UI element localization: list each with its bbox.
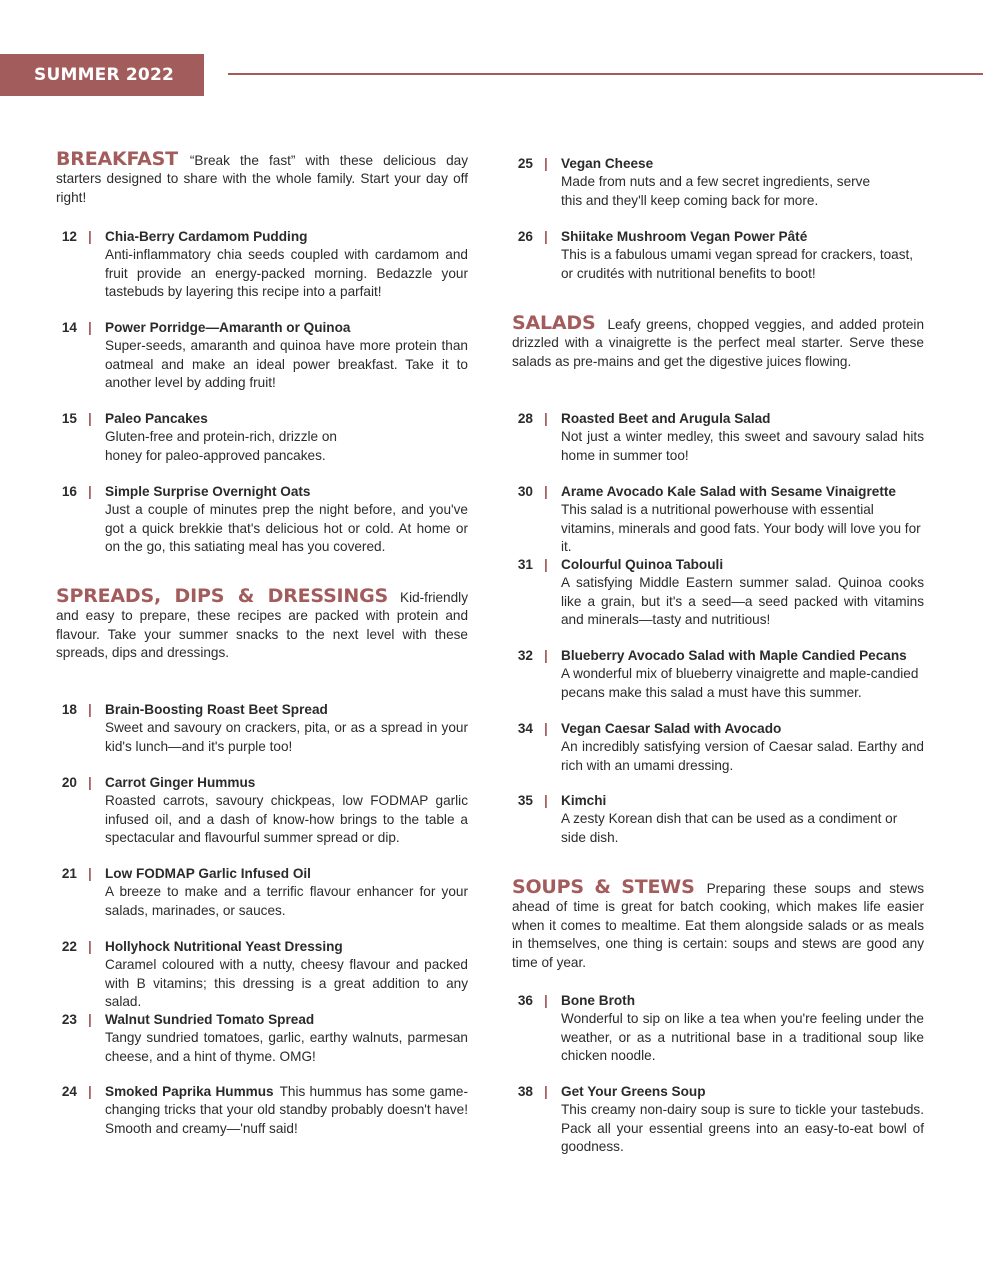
list-item: 38 | Get Your Greens Soup This creamy non-dairy soup is sure to tickle your tastebuds. Pack all your essential greens into an easy-to-eat bowl of goodness. (512, 1083, 924, 1157)
page-number: 22 (61, 939, 77, 954)
spreads-section (56, 587, 468, 663)
breakfast-title: BREAKFAST (56, 148, 178, 170)
recipe-title: Arame Avocado Kale Salad with Sesame Vinaigrette (561, 484, 896, 499)
soups-section (512, 878, 924, 972)
page-number: 34 (517, 721, 533, 736)
recipe-title: Kimchi (561, 793, 607, 808)
page-number: 18 (61, 702, 77, 717)
recipe-description: This hummus has some game-changing tricks that your old standby probably doesn't have! Smooth and creamy—'nuff said! (105, 1084, 468, 1136)
list-item: 23 | Walnut Sundried Tomato Spread Tangy sundried tomatoes, garlic, earthy walnuts, parmesan cheese, and a hint of thyme. OMG! (56, 1011, 468, 1066)
soups-title: SOUPS & STEWS (512, 876, 695, 898)
spreads-intro: SPREADS, DIPS & DRESSINGS Kid-friendly and easy to prepare, these recipes are packed with protein and flavour. Take your summer snacks to the next level with these spreads, dips and dressings. (56, 585, 468, 661)
page-number: 21 (61, 866, 77, 881)
list-item: 20 | Carrot Ginger Hummus Roasted carrots, savoury chickpeas, low FODMAP garlic infused oil, and a dash of know-how brings to the table a spectacular and flavourful summer spread or dip. (56, 774, 468, 848)
salads-intro: SALADS Leafy greens, chopped veggies, and added protein drizzled with a vinaigrette is the perfect meal starter. Serve these salads as pre-mains and get the digestive juices flowing. (512, 312, 924, 369)
list-item: 32 | Blueberry Avocado Salad with Maple Candied Pecans A wonderful mix of blueberry vinaigrette and maple-candied pecans make this salad a must have this summer. (512, 647, 924, 702)
recipe-title: Low FODMAP Garlic Infused Oil (105, 866, 311, 881)
recipe-title: Paleo Pancakes (105, 411, 208, 426)
list-item: 35 | Kimchi A zesty Korean dish that can be used as a condiment or side dish. (512, 792, 924, 847)
recipe-description: Just a couple of minutes prep the night before, and you've got a quick brekkie that's delicious hot or cold. At home or on the go, this satiating meal has you covered. (105, 502, 468, 555)
recipe-title: Simple Surprise Overnight Oats (105, 484, 311, 499)
page-number: 35 (517, 793, 533, 808)
list-item: 15 | Paleo Pancakes Gluten-free and protein-rich, drizzle on honey for paleo-approved pancakes. (56, 410, 468, 465)
recipe-title: Chia-Berry Cardamom Pudding (105, 229, 308, 244)
recipe-description: Super-seeds, amaranth and quinoa have more protein than oatmeal and make an ideal power breakfast. Take it to another level by adding fruit! (105, 338, 468, 391)
page-number: 25 (517, 156, 533, 171)
header-label: SUMMER 2022 (34, 65, 175, 85)
recipe-title: Power Porridge—Amaranth or Quinoa (105, 320, 351, 335)
list-item: 24 | Smoked Paprika Hummus This hummus has some game-changing tricks that your old standby probably doesn't have! Smooth and creamy—'nuff said! (56, 1083, 468, 1138)
page-number: 12 (61, 229, 77, 244)
page-number: 24 (61, 1084, 77, 1099)
recipe-title: Shiitake Mushroom Vegan Power Pâté (561, 229, 808, 244)
page-number: 32 (517, 648, 533, 663)
recipe-description: A zesty Korean dish that can be used as a condiment or side dish. (561, 811, 898, 845)
list-item: 36 | Bone Broth Wonderful to sip on like a tea when you're feeling under the weather, or as a nutritional base in a traditional soup like chicken noodle. (512, 992, 924, 1066)
recipe-description: Wonderful to sip on like a tea when you're feeling under the weather, or as a nutritional base in a traditional soup like chicken noodle. (561, 1011, 924, 1064)
recipe-description: Caramel coloured with a nutty, cheesy flavour and packed with B vitamins; this dressing is a great addition to any salad. (105, 957, 468, 1010)
recipe-title: Brain-Boosting Roast Beet Spread (105, 702, 328, 717)
recipe-description: Sweet and savoury on crackers, pita, or as a spread in your kid's lunch—and it's purple too! (105, 720, 468, 754)
recipe-title: Roasted Beet and Arugula Salad (561, 411, 771, 426)
page-number: 14 (61, 320, 77, 335)
list-item: 30 | Arame Avocado Kale Salad with Sesame Vinaigrette This salad is a nutritional powerhouse with essential vitamins, minerals and good fats. Your body will love you for it. (512, 483, 924, 557)
list-item: 18 | Brain-Boosting Roast Beet Spread Sweet and savoury on crackers, pita, or as a spread in your kid's lunch—and it's purple too! (56, 701, 468, 756)
recipe-description: A wonderful mix of blueberry vinaigrette and maple-candied pecans make this salad a must have this summer. (561, 666, 919, 700)
breakfast-intro: BREAKFAST “Break the fast” with these delicious day starters designed to share with the whole family. Start your day off right! (56, 148, 468, 205)
page-number: 30 (517, 484, 533, 499)
page-number: 26 (517, 229, 533, 244)
list-item: 34 | Vegan Caesar Salad with Avocado An incredibly satisfying version of Caesar salad. Earthy and rich with an umami dressing. (512, 720, 924, 775)
page-number: 15 (61, 411, 77, 426)
list-item: 12 | Chia-Berry Cardamom Pudding Anti-inflammatory chia seeds coupled with cardamom and fruit provide an energy-packed morning. Bedazzle your tastebuds by layering this recipe into a parfait! (56, 228, 468, 302)
recipe-title: Bone Broth (561, 993, 636, 1008)
spreads-title: SPREADS, DIPS & DRESSINGS (56, 585, 388, 607)
page-number: 31 (517, 557, 533, 572)
recipe-description: An incredibly satisfying version of Caesar salad. Earthy and rich with an umami dressing. (561, 739, 924, 773)
page-number: 28 (517, 411, 533, 426)
recipe-title: Smoked Paprika Hummus (105, 1084, 274, 1099)
breakfast-section (56, 150, 468, 207)
recipe-description: Roasted carrots, savoury chickpeas, low FODMAP garlic infused oil, and a dash of know-how brings to the table a spectacular and flavourful summer spread or dip. (105, 793, 468, 846)
list-item: 22 | Hollyhock Nutritional Yeast Dressing Caramel coloured with a nutty, cheesy flavour and packed with B vitamins; this dressing is a great addition to any salad. (56, 938, 468, 1012)
recipe-title: Carrot Ginger Hummus (105, 775, 256, 790)
page-number: 16 (61, 484, 77, 499)
page-number: 20 (61, 775, 77, 790)
recipe-title: Blueberry Avocado Salad with Maple Candied Pecans (561, 648, 907, 663)
page-number: 36 (517, 993, 533, 1008)
recipe-description: A breeze to make and a terrific flavour enhancer for your salads, marinades, or sauces. (105, 884, 468, 918)
page-number: 23 (61, 1012, 77, 1027)
list-item: 28 | Roasted Beet and Arugula Salad Not just a winter medley, this sweet and savoury salad hits home in summer too! (512, 410, 924, 465)
list-item: 21 | Low FODMAP Garlic Infused Oil A breeze to make and a terrific flavour enhancer for your salads, marinades, or sauces. (56, 865, 468, 920)
recipe-description: This creamy non-dairy soup is sure to tickle your tastebuds. Pack all your essential greens into an easy-to-eat bowl of goodness. (561, 1102, 924, 1155)
recipe-description: A satisfying Middle Eastern summer salad. Quinoa cooks like a grain, but it's a seed—a seed packed with vitamins and minerals—tasty and nutritious! (561, 575, 924, 628)
salads-title: SALADS (512, 312, 596, 334)
header-rule (228, 73, 983, 75)
recipe-title: Walnut Sundried Tomato Spread (105, 1012, 315, 1027)
soups-intro: SOUPS & STEWS Preparing these soups and stews ahead of time is great for batch cooking, which makes life easier when it comes to mealtime. Eat them alongside salads or as meals in themselves, one thing is certain: soups and stews are good any time of year. (512, 876, 924, 970)
recipe-description: This is a fabulous umami vegan spread for crackers, toast, or crudités with nutritional benefits to boot! (561, 247, 914, 281)
recipe-description: Made from nuts and a few secret ingredients, serve this and they'll keep coming back for more. (561, 174, 871, 208)
recipe-title: Vegan Caesar Salad with Avocado (561, 721, 782, 736)
list-item: 14 | Power Porridge—Amaranth or Quinoa Super-seeds, amaranth and quinoa have more protein than oatmeal and make an ideal power breakfast. Take it to another level by adding fruit! (56, 319, 468, 393)
recipe-title: Vegan Cheese (561, 156, 654, 171)
recipe-description: Anti-inflammatory chia seeds coupled with cardamom and fruit provide an energy-packed morning. Bedazzle your tastebuds by layering this recipe into a parfait! (105, 247, 468, 300)
recipe-title: Hollyhock Nutritional Yeast Dressing (105, 939, 343, 954)
recipe-description: Gluten-free and protein-rich, drizzle on honey for paleo-approved pancakes. (105, 429, 337, 463)
recipe-description: This salad is a nutritional powerhouse with essential vitamins, minerals and good fats. Your body will love you for it. (561, 502, 921, 555)
list-item: 25 | Vegan Cheese Made from nuts and a few secret ingredients, serve this and they'll keep coming back for more. (512, 155, 924, 210)
list-item: 26 | Shiitake Mushroom Vegan Power Pâté This is a fabulous umami vegan spread for crackers, toast, or crudités with nutritional benefits to boot! (512, 228, 924, 283)
recipe-description: Tangy sundried tomatoes, garlic, earthy walnuts, parmesan cheese, and a hint of thyme. OMG! (105, 1030, 468, 1064)
recipe-title: Colourful Quinoa Tabouli (561, 557, 724, 572)
list-item: 16 | Simple Surprise Overnight Oats Just a couple of minutes prep the night before, and you've got a quick brekkie that's delicious hot or cold. At home or on the go, this satiating meal has you covered. (56, 483, 468, 557)
salads-section (512, 314, 924, 371)
recipe-title: Get Your Greens Soup (561, 1084, 706, 1099)
header-tab (0, 54, 204, 96)
list-item: 31 | Colourful Quinoa Tabouli A satisfying Middle Eastern summer salad. Quinoa cooks like a grain, but it's a seed—a seed packed with vitamins and minerals—tasty and nutritious! (512, 556, 924, 630)
recipe-description: Not just a winter medley, this sweet and savoury salad hits home in summer too! (561, 429, 924, 463)
page-number: 38 (517, 1084, 533, 1099)
